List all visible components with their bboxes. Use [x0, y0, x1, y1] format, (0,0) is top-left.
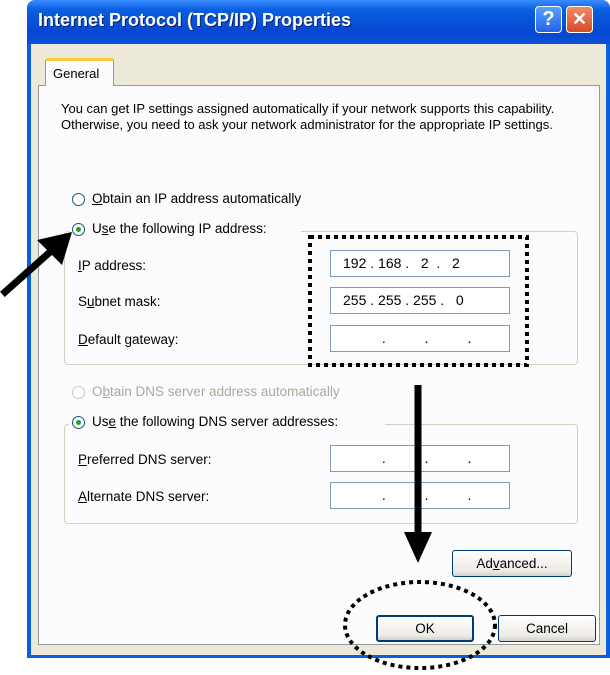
cancel-button[interactable]: Cancel — [498, 615, 596, 642]
advanced-button[interactable]: Advanced... — [452, 550, 572, 577]
subnet-mask-input[interactable]: 255 . 255 . 255 . 0 — [330, 287, 510, 314]
use-following-ip-label[interactable]: Use the following IP address: — [92, 221, 267, 236]
description-text: You can get IP settings assigned automatically if your network supports this capability. Otherwise, you need to ask your network administrator for the appropriate IP settings. — [61, 101, 555, 132]
use-following-dns-label[interactable]: Use the following DNS server addresses: — [92, 414, 339, 429]
window-title: Internet Protocol (TCP/IP) Properties — [38, 10, 352, 30]
help-icon: ? — [542, 8, 555, 30]
alternate-dns-label: Alternate DNS server: — [78, 489, 210, 504]
obtain-dns-auto-label[interactable]: Obtain DNS server address automatically — [92, 384, 340, 399]
ip-address-input[interactable]: 192 . 168 . 2 . 2 — [330, 250, 510, 277]
tab-general[interactable] — [45, 58, 114, 86]
pointer-arrow-icon — [5, 232, 72, 292]
ip-fields-highlight-box — [310, 237, 527, 365]
close-icon: ✕ — [571, 9, 588, 29]
ok-button[interactable]: OK — [376, 615, 474, 642]
obtain-ip-auto-label[interactable]: Obtain an IP address automatically — [92, 191, 302, 206]
preferred-dns-input[interactable]: . . . — [330, 445, 510, 472]
down-arrow-icon — [404, 385, 432, 563]
preferred-dns-label: Preferred DNS server: — [78, 452, 212, 467]
tab-general-label: General — [53, 66, 100, 81]
ok-highlight-ellipse — [345, 582, 495, 668]
subnet-mask-label: Subnet mask: — [78, 294, 161, 309]
default-gateway-label: Default gateway: — [78, 332, 179, 347]
alternate-dns-input[interactable]: . . . — [330, 482, 510, 509]
ip-address-label: IP address: — [78, 258, 147, 273]
default-gateway-input[interactable]: . . . — [330, 325, 510, 352]
